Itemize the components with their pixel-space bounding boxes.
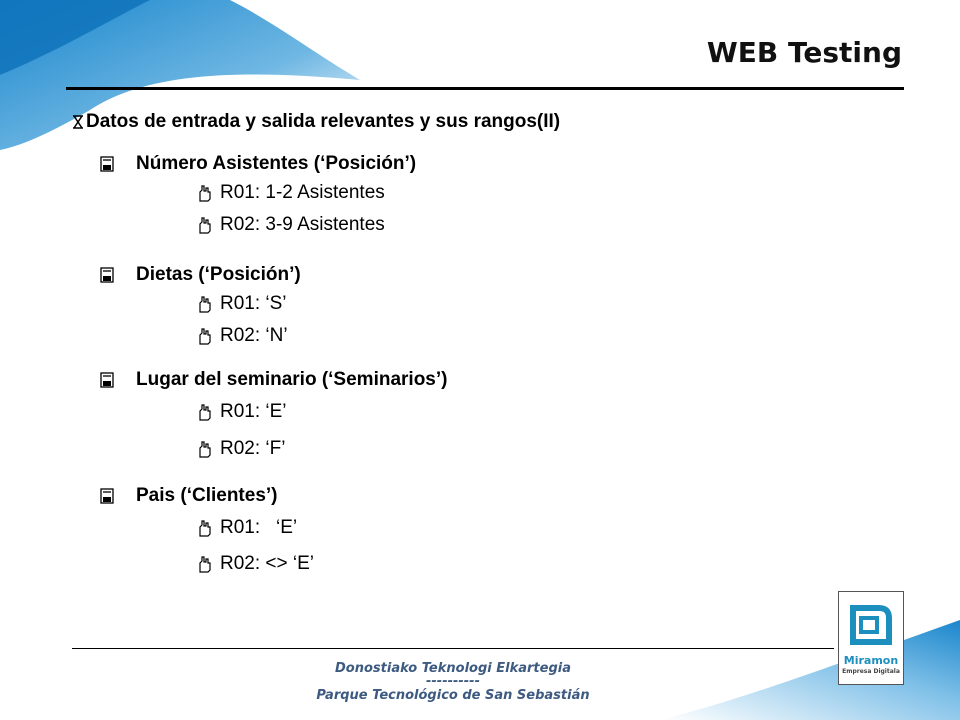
list-item bbox=[198, 437, 285, 461]
hand-pointer-bullet-icon bbox=[198, 216, 212, 234]
hand-pointer-bullet-icon bbox=[198, 519, 212, 537]
slide-title: WEB Testing bbox=[706, 36, 902, 69]
disk-bullet-icon bbox=[100, 156, 114, 172]
item-text: R01: ‘E’ bbox=[220, 517, 298, 538]
slide-heading bbox=[72, 111, 560, 133]
list-item bbox=[198, 181, 385, 205]
title-divider bbox=[66, 87, 904, 90]
heading-text: Datos de entrada y salida relevantes y sus rangos(II) bbox=[86, 111, 561, 132]
footer-separator: ---------- bbox=[426, 674, 480, 689]
hand-pointer-bullet-icon bbox=[198, 184, 212, 202]
footer-line-basque: Donostiako Teknologi Elkartegia bbox=[335, 661, 571, 676]
list-item bbox=[198, 213, 385, 237]
disk-bullet-icon bbox=[100, 488, 114, 504]
section-title: Lugar del seminario (‘Seminarios’) bbox=[136, 369, 448, 390]
logo-name: Miramon bbox=[843, 654, 899, 667]
item-text: R01: ‘S’ bbox=[220, 293, 287, 314]
hourglass-bullet-icon bbox=[72, 115, 84, 129]
list-item bbox=[198, 400, 287, 424]
miramon-logo bbox=[838, 591, 904, 685]
section-dietas bbox=[100, 263, 301, 287]
item-text: R02: ‘F’ bbox=[220, 438, 286, 459]
item-text: R02: ‘N’ bbox=[220, 325, 288, 346]
list-item bbox=[198, 516, 297, 540]
hand-pointer-bullet-icon bbox=[198, 403, 212, 421]
footer-line-spanish: Parque Tecnológico de San Sebastián bbox=[316, 688, 590, 703]
hand-pointer-bullet-icon bbox=[198, 295, 212, 313]
item-text: R02: 3-9 Asistentes bbox=[220, 214, 385, 235]
disk-bullet-icon bbox=[100, 372, 114, 388]
item-text: R01: ‘E’ bbox=[220, 401, 287, 422]
list-item bbox=[198, 324, 288, 348]
logo-tagline: Empresa Digitala bbox=[842, 668, 900, 675]
disk-bullet-icon bbox=[100, 267, 114, 283]
section-lugar-seminario bbox=[100, 368, 447, 392]
section-numero-asistentes bbox=[100, 152, 416, 176]
miramon-logo-icon bbox=[849, 602, 893, 650]
hand-pointer-bullet-icon bbox=[198, 555, 212, 573]
section-title: Número Asistentes (‘Posición’) bbox=[136, 153, 417, 174]
section-title: Pais (‘Clientes’) bbox=[136, 485, 278, 506]
hand-pointer-bullet-icon bbox=[198, 440, 212, 458]
item-text: R01: 1-2 Asistentes bbox=[220, 182, 385, 203]
list-item bbox=[198, 552, 314, 576]
top-left-swoosh bbox=[0, 0, 380, 160]
section-pais bbox=[100, 484, 278, 508]
section-title: Dietas (‘Posición’) bbox=[136, 264, 301, 285]
item-text: R02: <> ‘E’ bbox=[220, 553, 314, 574]
footer-divider bbox=[72, 648, 834, 649]
hand-pointer-bullet-icon bbox=[198, 327, 212, 345]
list-item bbox=[198, 292, 287, 316]
